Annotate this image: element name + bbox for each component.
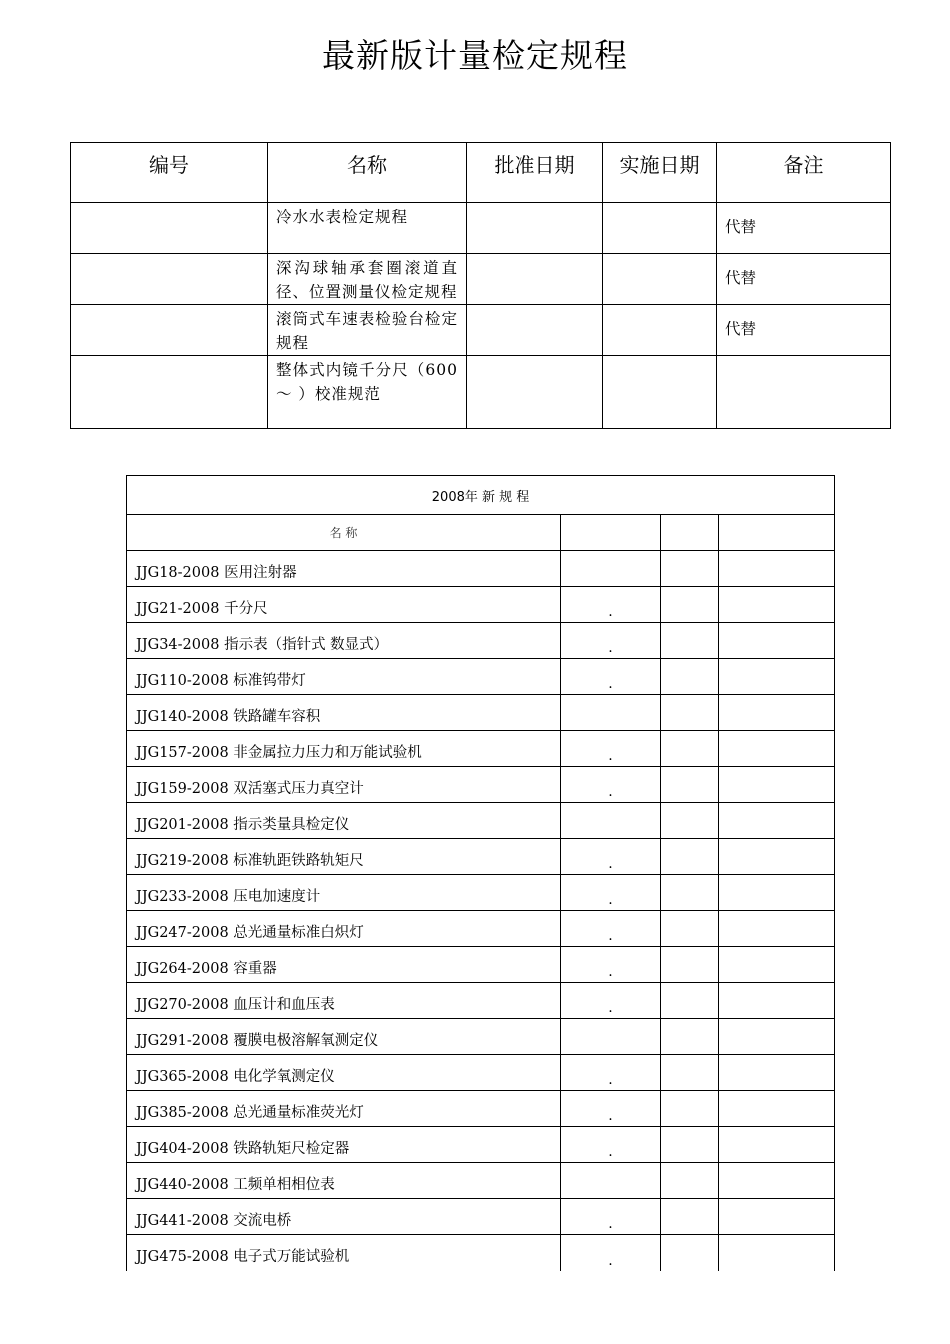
header-approval-date: 批准日期	[467, 143, 603, 203]
table-header-row	[71, 143, 891, 203]
regulation-item: JJG233-2008 压电加速度计	[127, 875, 561, 911]
mark-cell: .	[561, 911, 661, 947]
number-cell	[71, 203, 268, 254]
approval-date-cell	[467, 356, 603, 429]
empty-cell	[661, 803, 719, 839]
approval-date-cell	[467, 203, 603, 254]
empty-cell	[661, 659, 719, 695]
regulation-item: JJG18-2008 医用注射器	[127, 551, 561, 587]
regulation-item: JJG441-2008 交流电桥	[127, 1199, 561, 1235]
empty-cell	[719, 1091, 835, 1127]
empty-cell	[661, 1091, 719, 1127]
header-col-4	[719, 515, 835, 551]
regulation-item: JJG365-2008 电化学氧测定仪	[127, 1055, 561, 1091]
empty-cell	[719, 947, 835, 983]
empty-cell	[719, 1019, 835, 1055]
empty-cell	[661, 587, 719, 623]
header-col-3	[661, 515, 719, 551]
table-header-row	[127, 515, 835, 551]
empty-cell	[719, 839, 835, 875]
table-row	[127, 1091, 835, 1127]
page-title: 最新版计量检定规程	[322, 36, 628, 75]
regulation-name: 冷水水表检定规程	[268, 203, 467, 254]
empty-cell	[719, 875, 835, 911]
table-row	[127, 731, 835, 767]
regulation-item: JJG291-2008 覆膜电极溶解氧测定仪	[127, 1019, 561, 1055]
empty-cell	[661, 875, 719, 911]
mark-cell: .	[561, 875, 661, 911]
mark-cell	[561, 803, 661, 839]
regulation-item: JJG264-2008 容重器	[127, 947, 561, 983]
table-row	[127, 911, 835, 947]
regulation-item: JJG404-2008 铁路轨矩尺检定器	[127, 1127, 561, 1163]
table-row	[127, 695, 835, 731]
regulation-item: JJG159-2008 双活塞式压力真空计	[127, 767, 561, 803]
empty-cell	[719, 1055, 835, 1091]
regulation-item: JJG201-2008 指示类量具检定仪	[127, 803, 561, 839]
regulation-item: JJG34-2008 指示表（指针式 数显式）	[127, 623, 561, 659]
regulation-item: JJG219-2008 标准轨距铁路轨矩尺	[127, 839, 561, 875]
table-row	[127, 767, 835, 803]
remark-cell	[717, 356, 891, 429]
table-row	[127, 803, 835, 839]
effective-date-cell	[603, 254, 717, 305]
mark-cell: .	[561, 731, 661, 767]
table-row	[127, 1199, 835, 1235]
mark-cell: .	[561, 659, 661, 695]
regulation-item: JJG247-2008 总光通量标准白炽灯	[127, 911, 561, 947]
regulations-table	[70, 142, 891, 429]
table-row	[127, 875, 835, 911]
table-row	[71, 356, 891, 429]
mark-cell: .	[561, 1055, 661, 1091]
empty-cell	[719, 767, 835, 803]
empty-cell	[719, 1127, 835, 1163]
empty-cell	[661, 983, 719, 1019]
remark-cell: 代替	[717, 254, 891, 305]
empty-cell	[661, 947, 719, 983]
effective-date-cell	[603, 305, 717, 356]
regulation-item: JJG157-2008 非金属拉力压力和万能试验机	[127, 731, 561, 767]
number-cell	[71, 254, 268, 305]
regulation-name: 滚筒式车速表检验台检定规程	[268, 305, 467, 356]
table-row	[71, 254, 891, 305]
table-row	[127, 623, 835, 659]
empty-cell	[661, 731, 719, 767]
table-row	[71, 203, 891, 254]
empty-cell	[661, 623, 719, 659]
mark-cell: .	[561, 839, 661, 875]
regulation-item: JJG140-2008 铁路罐车容积	[127, 695, 561, 731]
regulation-name: 整体式内镜千分尺（600～ ）校准规范	[268, 356, 467, 429]
mark-cell	[561, 695, 661, 731]
mark-cell: .	[561, 983, 661, 1019]
header-number: 编号	[71, 143, 268, 203]
empty-cell	[661, 1019, 719, 1055]
number-cell	[71, 356, 268, 429]
regulation-item: JJG475-2008 电子式万能试验机	[127, 1235, 561, 1271]
table-row	[127, 1235, 835, 1271]
table-caption: 2008年 新 规 程	[127, 476, 835, 515]
empty-cell	[661, 911, 719, 947]
empty-cell	[719, 731, 835, 767]
table-row	[127, 551, 835, 587]
effective-date-cell	[603, 203, 717, 254]
table-body	[127, 551, 835, 1271]
effective-date-cell	[603, 356, 717, 429]
table-row	[127, 839, 835, 875]
empty-cell	[661, 1235, 719, 1271]
mark-cell: .	[561, 1199, 661, 1235]
regulation-item: JJG270-2008 血压计和血压表	[127, 983, 561, 1019]
empty-cell	[719, 911, 835, 947]
empty-cell	[719, 803, 835, 839]
header-name: 名 称	[127, 515, 561, 551]
empty-cell	[719, 983, 835, 1019]
empty-cell	[719, 551, 835, 587]
empty-cell	[719, 659, 835, 695]
mark-cell: .	[561, 1127, 661, 1163]
regulation-item: JJG110-2008 标准钨带灯	[127, 659, 561, 695]
empty-cell	[661, 1163, 719, 1199]
mark-cell: .	[561, 1091, 661, 1127]
approval-date-cell	[467, 305, 603, 356]
table-caption-row	[127, 476, 835, 515]
table-row	[127, 1055, 835, 1091]
table-row	[127, 1163, 835, 1199]
empty-cell	[661, 695, 719, 731]
empty-cell	[661, 839, 719, 875]
mark-cell	[561, 1163, 661, 1199]
empty-cell	[719, 1199, 835, 1235]
header-name: 名称	[268, 143, 467, 203]
mark-cell: .	[561, 767, 661, 803]
table-row	[127, 983, 835, 1019]
mark-cell: .	[561, 947, 661, 983]
empty-cell	[661, 1055, 719, 1091]
new-regulations-2008-table	[126, 475, 835, 1271]
table-row	[127, 1019, 835, 1055]
regulation-item: JJG21-2008 千分尺	[127, 587, 561, 623]
approval-date-cell	[467, 254, 603, 305]
mark-cell: .	[561, 1235, 661, 1271]
table-row	[127, 947, 835, 983]
mark-cell	[561, 1019, 661, 1055]
empty-cell	[661, 767, 719, 803]
table-row	[127, 659, 835, 695]
remark-cell: 代替	[717, 305, 891, 356]
number-cell	[71, 305, 268, 356]
empty-cell	[719, 1163, 835, 1199]
empty-cell	[719, 587, 835, 623]
remark-cell: 代替	[717, 203, 891, 254]
empty-cell	[719, 623, 835, 659]
table-row	[127, 587, 835, 623]
regulation-name: 深沟球轴承套圈滚道直径、位置测量仪检定规程	[268, 254, 467, 305]
empty-cell	[719, 695, 835, 731]
regulation-item: JJG440-2008 工频单相相位表	[127, 1163, 561, 1199]
mark-cell: .	[561, 623, 661, 659]
header-remarks: 备注	[717, 143, 891, 203]
table-row	[71, 305, 891, 356]
empty-cell	[661, 551, 719, 587]
mark-cell	[561, 551, 661, 587]
empty-cell	[661, 1199, 719, 1235]
table-row	[127, 1127, 835, 1163]
regulation-item: JJG385-2008 总光通量标准荧光灯	[127, 1091, 561, 1127]
empty-cell	[661, 1127, 719, 1163]
mark-cell: .	[561, 587, 661, 623]
header-effective-date: 实施日期	[603, 143, 717, 203]
header-col-2	[561, 515, 661, 551]
empty-cell	[719, 1235, 835, 1271]
